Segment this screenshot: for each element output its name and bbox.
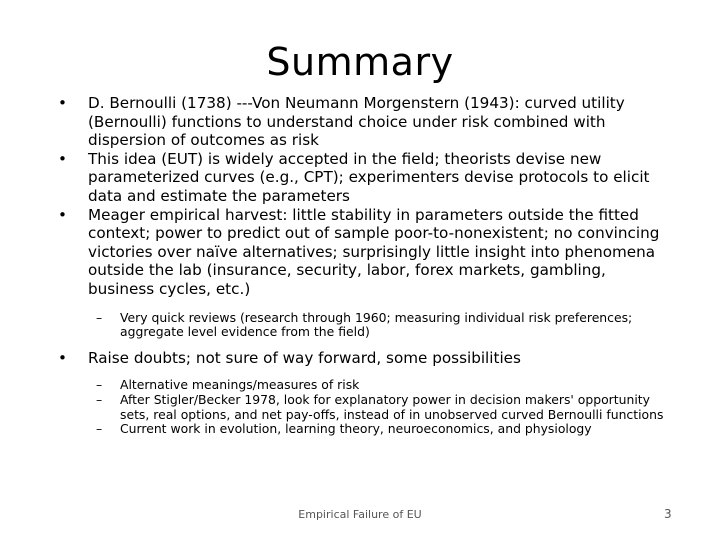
bullet-item — [58, 349, 670, 368]
sub-bullet-marker: – — [96, 421, 103, 437]
sub-bullet-text: Current work in evolution, learning theory, neuroeconomics, and physiology — [120, 421, 592, 437]
bullet-text: D. Bernoulli (1738) ---Von Neumann Morgenstern (1943): curved utility (Bernoulli) functions to understand choice under risk combined with dispersion of outcomes as risk — [88, 94, 625, 150]
slide-footer: Empirical Failure of EU — [298, 508, 422, 521]
sub-bullet-text: Alternative meanings/measures of risk — [120, 377, 360, 393]
sub-bullet-item — [58, 378, 670, 393]
bullet-list — [58, 94, 670, 437]
sub-bullet-marker: – — [96, 377, 103, 393]
bullet-marker: • — [58, 205, 67, 224]
bullet-item — [58, 206, 670, 299]
bullet-marker: • — [58, 94, 67, 112]
bullet-marker: • — [58, 348, 67, 367]
sub-bullet-marker: – — [96, 309, 103, 325]
slide-title: Summary — [266, 40, 454, 84]
page-number: 3 — [664, 507, 672, 521]
sub-bullet-item — [58, 422, 670, 437]
sub-bullet-item — [58, 311, 670, 340]
sub-bullet-marker: – — [96, 391, 103, 407]
bullet-item — [58, 150, 670, 206]
bullet-text: This idea (EUT) is widely accepted in the field; theorists devise new parameterized curves (e.g., CPT); experimenters devise protocols to elicit data and estimate the parameters — [88, 149, 650, 205]
bullet-text: Raise doubts; not sure of way forward, some possibilities — [88, 348, 521, 367]
bullet-item — [58, 94, 670, 150]
bullet-text: Meager empirical harvest: little stability in parameters outside the fitted context; power to predict out of sample poor-to-nonexistent; no convincing victories over naïve alternatives; surprisingly little insight into phenomena outside the lab (insurance, security, labor, forex markets, gambling, business cycles, etc.) — [88, 205, 660, 298]
sub-bullet-text: Very quick reviews (research through 1960; measuring individual risk preferences; aggregate level evidence from the field) — [120, 309, 633, 340]
sub-bullet-item — [58, 393, 670, 422]
bullet-marker: • — [58, 149, 67, 168]
sub-bullet-text: After Stigler/Becker 1978, look for explanatory power in decision makers' opportunity sets, real options, and net pay-offs, instead of in unobserved curved Bernoulli functions — [120, 391, 664, 422]
